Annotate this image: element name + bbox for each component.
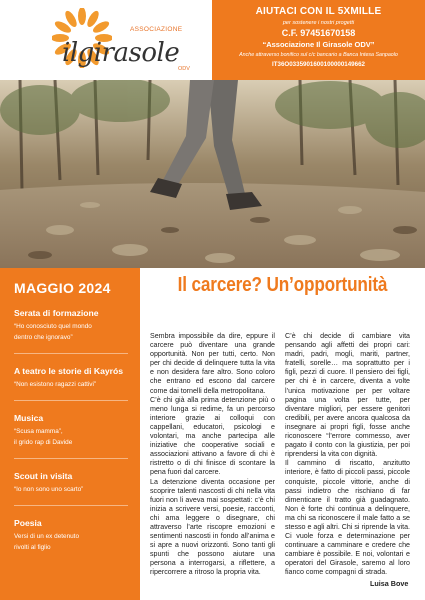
sidebar-item-text	[14, 531, 128, 553]
sidebar-month: MAGGIO 2024	[14, 280, 111, 296]
sidebar-item-title: Scout in visita	[14, 471, 73, 481]
sidebar-item-text	[14, 321, 128, 343]
sidebar-item-title: Poesia	[14, 518, 42, 528]
sidebar	[0, 268, 140, 600]
sidebar-line: rivolti al figlio	[14, 544, 51, 551]
donate-subtitle: per sostenere i nostri progetti	[282, 20, 355, 26]
divider	[14, 353, 128, 354]
donate-cf: C.F. 97451670158	[281, 28, 356, 38]
sidebar-line: il grido rap di Davide	[14, 439, 73, 446]
logo-odv: ODV	[178, 66, 190, 72]
donate-iban: IT36O0335901600100000149662	[272, 61, 365, 68]
sidebar-item-text	[14, 379, 128, 390]
forest-path-illustration	[0, 80, 425, 268]
sidebar-line: “Io non sono uno scarto”	[14, 486, 84, 493]
article-paragraph: La detenzione diventa occasione per scoprire talenti nascosti di chi nella vita fuori non li aveva mai sospettati: c’è chi inizia a scrivere versi, poesie, racconti, chi ama leggere o disegnare, chi attraverso l’arte riscopre emozioni e sentimenti nascosti in fondo all’anima e si apre a nuovi orizzonti. Sono tanti gli spunti che possono aiutare una persona a interrogarsi, a riflettere, a ripercorrere a ritroso la propria vita.	[150, 477, 275, 577]
article-paragraph: Sembra impossibile da dire, eppure il carcere può diventare una grande opportunità. Non per tutti, certo. Non per chi decide di delinquere tutta la vita e non desidera fare altro. Sono coloro che entrano ed escono dal carcere come dai tornelli della metropolitana.	[150, 332, 275, 395]
donate-association: “Associazione Il Girasole ODV”	[262, 40, 375, 49]
logo	[18, 2, 218, 78]
article-paragraph: C’è chi già alla prima detenzione più o meno lunga si redime, fa un percorso interiore grazie ai colloqui con cappellani, educatori, psicologi e volontari, ma anche partecipa alle iniziative che cooperative sociali e associazioni attivano a favore di chi è ristretto o di chi finisce di scontare la pena fuori dal carcere.	[150, 395, 275, 477]
sidebar-item-title: Musica	[14, 413, 44, 423]
sidebar-item-poesia[interactable]	[14, 518, 128, 553]
sidebar-item-formazione[interactable]	[14, 308, 128, 343]
donate-bank-note: Anche attraverso bonifico sul c/c bancario a Banca Intesa Sanpaolo	[239, 52, 398, 58]
divider	[14, 505, 128, 506]
divider	[14, 458, 128, 459]
sidebar-line: Versi di un ex detenuto	[14, 533, 80, 540]
donate-box	[212, 0, 425, 80]
sidebar-line: dentro che ignoravo”	[14, 334, 73, 341]
article-column-right	[285, 332, 410, 578]
header	[0, 0, 425, 80]
sidebar-item-musica[interactable]	[14, 413, 128, 448]
article-paragraph: Il cammino di riscatto, anzitutto interiore, è fatto di piccoli passi, piccole conquiste, piccole vittorie, anche di passi indietro che rischiano di far dimenticare il tratto già guadagnato. Non è forte chi continua a delinquere, ma chi sa riconoscere il male fatto a se stesso e agli altri. Chi si riprende la vita.	[285, 459, 410, 531]
article-paragraph: C’è chi decide di cambiare vita pensando agli affetti dei propri cari: madri, padri, mogli, mariti, partner, fratelli, sorelle… ma soprattutto per i figli, pezzi di cuore. Il pensiero dei figli, per chi è in carcere, diventa a volte l’unica motivazione per per voltare pagina una volta per tutte, per diventare migliori, per essere genitori credibili, per avere ancora qualcosa da insegnare ai propri figli, fosse anche riconoscere “l’errore commesso, aver pagato il conto con la giustizia, per poi riprendersi la vita con dignità.	[285, 332, 410, 459]
sidebar-line: “Non esistono ragazzi cattivi”	[14, 381, 97, 388]
sidebar-line: “Ho conosciuto quel mondo	[14, 323, 92, 330]
sidebar-item-title: A teatro le storie di Kayrós	[14, 366, 124, 376]
article-author: Luisa Bove	[370, 579, 409, 588]
sidebar-item-scout[interactable]	[14, 471, 128, 495]
hero-photo	[0, 80, 425, 268]
article-column-left	[150, 332, 275, 578]
sidebar-line: “Scusa mamma”,	[14, 428, 63, 435]
sidebar-item-text	[14, 484, 128, 495]
article-paragraph: Ci vuole forza e determinazione per continuare a camminare e credere che cambiare è possibile. E noi, volontari e operatori del Girasole, saremo al loro fianco come compagni di strada.	[285, 532, 410, 577]
logo-name: ilgirasole	[62, 38, 180, 68]
donate-title: AIUTACI CON IL 5XMILLE	[255, 6, 382, 17]
sidebar-item-text	[14, 426, 128, 448]
sidebar-item-teatro[interactable]	[14, 366, 128, 390]
logo-association-label: ASSOCIAZIONE	[130, 26, 183, 33]
article-headline: Il carcere? Un’opportunità	[177, 274, 388, 296]
divider	[14, 400, 128, 401]
sidebar-item-title: Serata di formazione	[14, 308, 99, 318]
